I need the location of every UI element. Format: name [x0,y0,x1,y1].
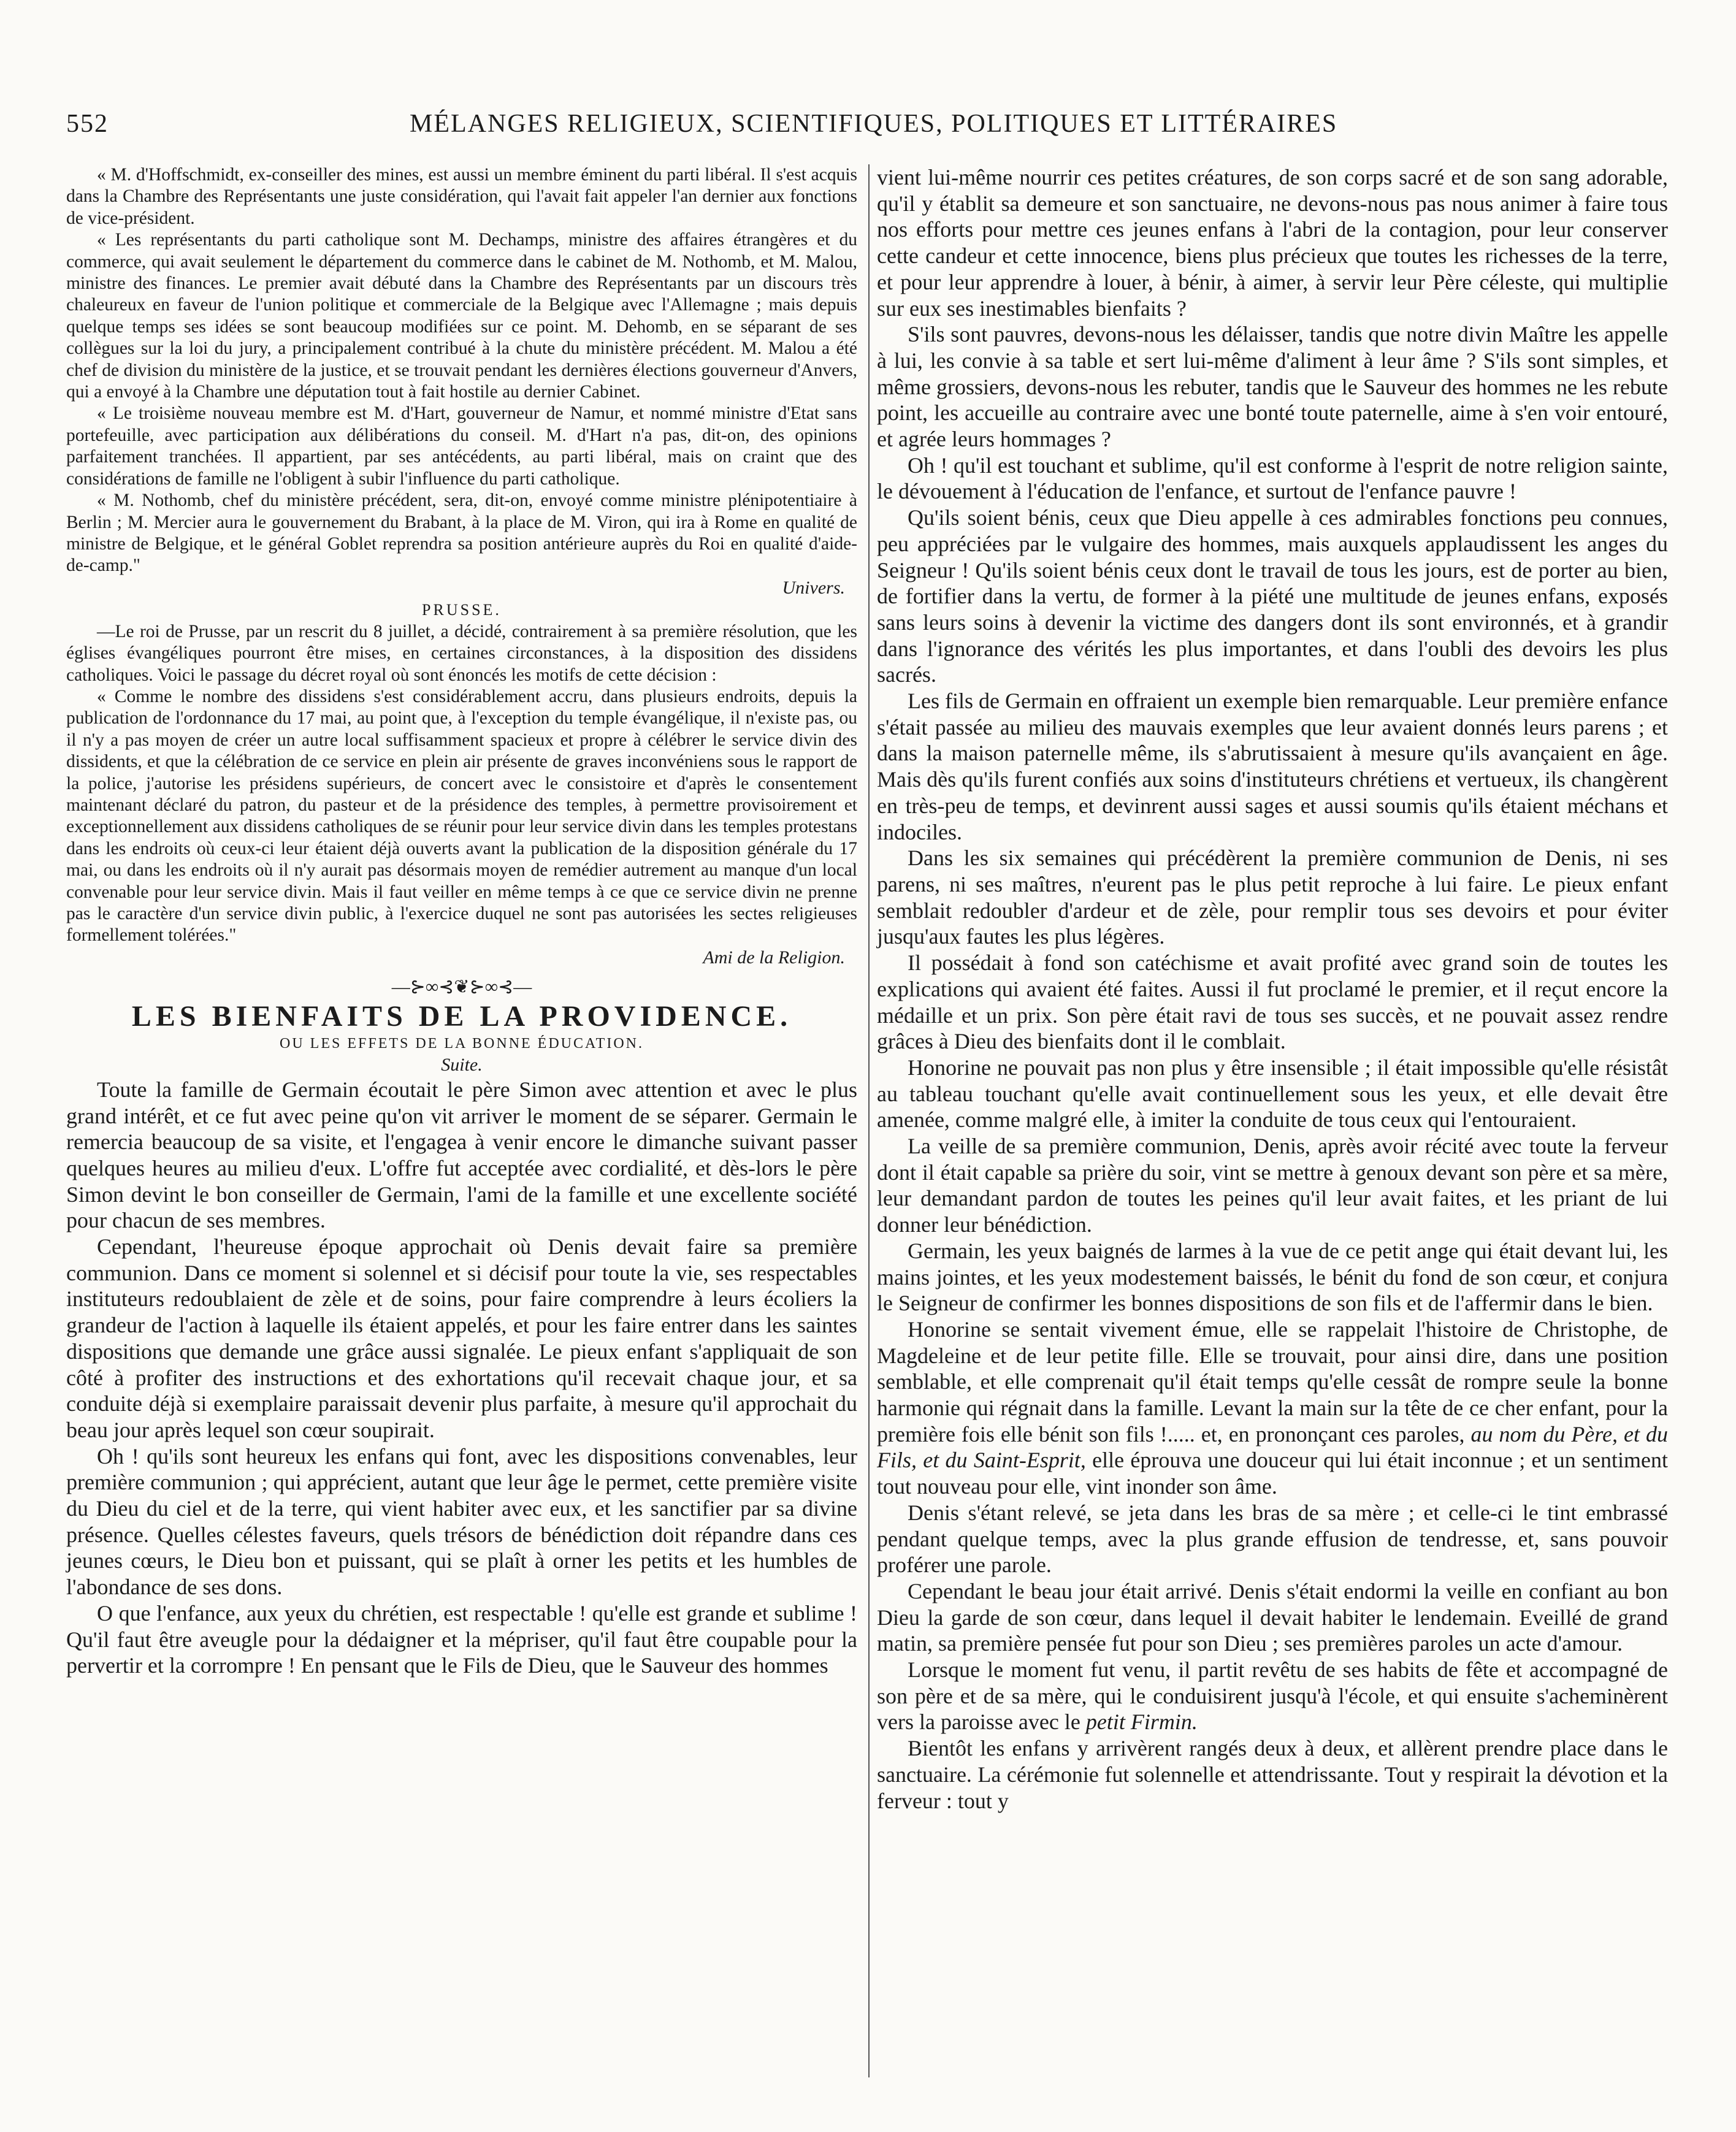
text-run: Lorsque le moment fut venu, il partit revêtu de ses habits de fête et accompagné de son père et de sa mère, qui le conduisirent jusqu'à l'école, et qui ensuite s'acheminèrent vers la paroisse avec le [877,1657,1668,1735]
paragraph: O que l'enfance, aux yeux du chrétien, est respectable ! qu'elle est grande et sublime ! Qu'il faut être aveugle pour la dédaigner et la mépriser, qu'il faut être coupable pour la pervertir et la corrompre ! En pensant que le Fils de Dieu, que le Sauveur des hommes [66,1600,857,1678]
story-suite: Suite. [441,1054,483,1075]
story-text [66,1077,857,1679]
belgium-news [66,164,857,599]
page-header [66,109,1636,152]
column-rule [868,164,870,2077]
honorine-paragraph [877,1316,1668,1500]
prusse-news [66,621,857,969]
paragraph: Dans les six semaines qui précédèrent la première communion de Denis, ni ses parens, ni ses maîtres, n'eurent pas le plus petit reproche à lui faire. Le pieux enfant semblait redoubler d'ardeur et de zèle, pour remplir tous ses devoirs et pour éviter jusqu'aux fautes les plus légères. [877,846,1668,949]
paragraph: Qu'ils soient bénis, ceux que Dieu appelle à ces admirables fonctions peu connues, peu appréciées par le vulgaire des hommes, mais auxquels applaudissent les anges du Seigneur ! Qu'ils soient bénis ceux dont le travail de tous les jours, est de porter au bien, de fortifier dans la vertu, de former à la piété une multitude de jeunes enfans, exposés sans leurs soins à devenir la victime des dangers dont ils sont environnés, et à grandir dans l'ignorance des vérités les plus importantes, et dans l'oubli des devoirs les plus sacrés. [877,505,1668,687]
text-run: Honorine se sentait vivement émue, elle se rappelait l'histoire de Christophe, de Magdeleine et de leur petite fille. Elle se trouvait, pour ainsi dire, dans une position semblable, et elle comprenait qu'il était temps qu'elle cessât de rompre seule la bonne harmonie qui régnait dans la famille. Levant la main sur la tête de ce cher enfant, pour la première fois elle bénit son fils !..... et, en prononçant ces paroles, [877,1316,1668,1446]
right-column [877,164,1668,1814]
paragraph: « M. d'Hoffschmidt, ex-conseiller des mines, est aussi un membre éminent du parti libéral. Il s'est acquis dans la Chambre des Représentants une juste considération, qui l'avait fait appeler l'an dernier aux fonctions de vice-président. [66,165,857,228]
ornament-divider: —⊱∞⊰❦⊱∞⊰— [391,976,532,997]
paragraph: Cependant, l'heureuse époque approchait où Denis devait faire sa première communion. Dans ce moment si solennel et si décisif pour toute la vie, ses respectables instituteurs redoublaient de zèle et de soins, pour faire comprendre à leurs écoliers la grandeur de l'action à laquelle ils étaient appelés, et pour les faire entrer dans les saintes dispositions que demande une grâce aussi signalée. Le pieux enfant s'appliquait de son côté à profiter des instructions et des exhortations qu'il recevait chaque jour, et sa conduite déjà si exemplaire paraissait devenir plus parfaite, à mesure qu'il approchait du beau jour après lequel son cœur soupirait. [66,1234,857,1442]
paragraph: « Le troisième nouveau membre est M. d'Hart, gouverneur de Namur, et nommé ministre d'Etat sans portefeuille, avec participation aux délibérations du conseil. M. d'Hart n'a pas, dit-on, des opinions parfaitement tranchées. Il appartient, par ses antécédents, au parti libéral, mais on craint que des considérations de famille ne l'obligent à subir l'influence du parti catholique. [66,403,857,489]
paragraph: Toute la famille de Germain écoutait le père Simon avec attention et avec le plus grand intérêt, et ce fut avec peine qu'on vit arriver le moment de se séparer. Germain le remercia beaucoup de sa visite, et l'engagea à venir encore le dimanche suivant passer quelques heures au milieu d'eux. L'offre fut acceptée avec cordialité, et dès-lors le père Simon devint le bon conseiller de Germain, l'ami de la famille et une excellente société pour chacun de ses membres. [66,1077,857,1233]
paragraph: La veille de sa première communion, Denis, après avoir récité avec toute la ferveur dont il était capable sa prière du soir, vint se mettre à genoux devant son père et sa mère, leur demandant pardon de toutes les peines qu'il leur avait faites, et les priant de lui donner leur bénédiction. [877,1134,1668,1237]
paragraph: Denis s'étant relevé, se jeta dans les bras de sa mère ; et celle-ci le tint embrassé pendant quelque temps, avec la plus grande effusion de tendresse, et, sans pouvoir proférer une parole. [877,1500,1668,1578]
paragraph: —Le roi de Prusse, par un rescrit du 8 juillet, a décidé, contrairement à sa première résolution, que les églises évangéliques pourront être mises, en certaines circonstances, à la disposition des dissidens catholiques. Voici le passage du décret royal où sont énoncés les motifs de cette décision : [66,621,857,685]
text-run: elle éprouva une douceur qui lui était inconnue ; et un sentiment tout nouveau pour elle, vint inonder son âme. [877,1448,1669,1499]
paragraph: Les fils de Germain en offraient un exemple bien remarquable. Leur première enfance s'était passée au milieu des mauvais exemples que leur avaient donnés leurs parens ; et dans la maison paternelle même, ils s'abrutissaient à mesure qu'ils avançaient en âge. Mais dès qu'ils furent confiés aux soins d'instituteurs chrétiens et vertueux, ils changèrent en très-peu de temps, et devinrent aussi sages et aussi soumis qu'ils étaient méchans et indociles. [877,689,1668,844]
italic-phrase: au nom du Père, et du Fils, et du Saint-Esprit, [877,1421,1668,1473]
ami-signature: Ami de la Religion. [703,947,845,968]
paragraph: « Comme le nombre des dissidens s'est considérablement accru, dans plusieurs endroits, depuis la publication de l'ordonnance du 17 mai, au point que, à l'exception du temple évangélique, il n'existe pas, ou il n'y a pas moyen de créer un autre local suffisamment spacieux et propre à célébrer le service divin des dissidents, et que la célébration de ce service en plein air présente de graves inconvéniens sous le rapport de la police, j'autorise les présidens supérieurs, de concert avec le consistoire et d'après le consentement maintenant déclaré du patron, du pasteur et de la présidence des temples, à permettre provisoirement et exceptionnellement aux dissidens catholiques de se réunir pour leur service divin dans les temples protestans dans les endroits où ceux-ci leur étaient déjà ouverts avant la publication de la disposition générale du 17 mai, ou dans les endroits où il n'y aurait pas désormais moyen de remédier autrement au manque d'un local convenable pour leur service divin. Mais il faut veiller en même temps à ce que ce service divin ne prenne pas le caractère d'un service divin public, à l'exercice duquel ne sont pas autorisées les sectes religieuses formellement tolérées." [66,686,857,946]
left-column [66,164,857,1679]
paragraph: « Les représentants du parti catholique sont M. Dechamps, ministre des affaires étrangères et du commerce, qui avait seulement le département du commerce dans le cabinet de M. Nothomb, et M. Malou, ministre des finances. Le premier avait débuté dans la Chambre des Représentants par un discours très chaleureux en faveur de l'union politique et commerciale de la Belgique avec l'Allemagne ; mais depuis quelque temps ses idées se sont beaucoup modifiées sur ce point. M. Dehomb, en se séparant de ses collègues sur la loi du jury, a principalement contribué à la chute du ministère précédent. M. Malou a été chef de division du ministère de la justice, et se trouvait pendant les dernières élections gouverneur d'Anvers, qui a envoyé à la Chambre une députation tout à fait hostile au dernier Cabinet. [66,230,857,402]
paragraph: Germain, les yeux baignés de larmes à la vue de ce petit ange qui était devant lui, les mains jointes, et les yeux modestement baissés, le bénit du fond de son cœur, et conjura le Seigneur de confirmer les bonnes dispositions de son fils et de l'affermir dans le bien. [877,1238,1668,1316]
paragraph: Il possédait à fond son catéchisme et avait profité avec grand soin de toutes les explications qui avaient été faites. Aussi il fut proclamé le premier, et il reçut encore la médaille et un prix. Son père était ravi de tous ses succès, et ne pouvait assez rendre grâces à Dieu des bienfaits dont il le comblait. [877,950,1668,1054]
paragraph: « M. Nothomb, chef du ministère précédent, sera, dit-on, envoyé comme ministre plénipotentiaire à Berlin ; M. Mercier aura le gouvernement du Brabant, à la place de M. Viron, qui ira à Rome en qualité de ministre de Belgique, et le général Goblet reprendra sa position antérieure auprès du Roi en qualité d'aide-de-camp." [66,491,857,576]
paragraph: Cependant le beau jour était arrivé. Denis s'était endormi la veille en confiant au bon Dieu la garde de son cœur, dans lequel il devait habiter le lendemain. Eveillé de grand matin, sa première pensée fut pour son Dieu ; ses premières paroles un acte d'amour. [877,1578,1668,1656]
story-subtitle: OU LES EFFETS DE LA BONNE ÉDUCATION. [280,1035,644,1052]
paragraph: Oh ! qu'il est touchant et sublime, qu'il est conforme à l'esprit de notre religion sainte, le dévouement à l'éducation de l'enfance, et surtout de l'enfance pauvre ! [877,453,1668,504]
paragraph: S'ils sont pauvres, devons-nous les délaisser, tandis que notre divin Maître les appelle à lui, les convie à sa table et sert lui-même d'aliment à leur âme ? S'ils sont simples, et même grossiers, devons-nous les rebuter, tandis que le Sauveur des hommes ne les rebute point, les accueille au contraire avec une bonté toute paternelle, aime à s'en voir entouré, et agrée leurs hommages ? [877,322,1668,452]
paragraph: Oh ! qu'ils sont heureux les enfans qui font, avec les dispositions convenables, leur première communion ; qui apprécient, autant que leur âge le permet, cette première visite du Dieu du ciel et de la terre, qui vient habiter avec eux, et les sanctifier par sa divine présence. Quelles célestes faveurs, quels trésors de bénédiction doit répandre dans ces jeunes cœurs, le Dieu bon et puissant, qui se plaît à orner les petits et les humbles de l'abondance de ses dons. [66,1443,857,1600]
page-number: 552 [66,110,109,138]
running-head: MÉLANGES RELIGIEUX, SCIENTIFIQUES, POLITIQUES ET LITTÉRAIRES [410,110,1338,138]
paragraph: Bientôt les enfans y arrivèrent rangés deux à deux, et allèrent prendre place dans le sanctuaire. La cérémonie fut solennelle et attendrissante. Tout y respirait la dévotion et la ferveur : tout y [877,1736,1668,1813]
paragraph: vient lui-même nourrir ces petites créatures, de son corps sacré et de son sang adorable, qu'il y établit sa demeure et son sanctuaire, ne devons-nous pas nous animer à faire tous nos efforts pour mettre ces jeunes enfans à l'abri de la contagion, pour leur conserver cette candeur et cette innocence, biens plus précieux que toutes les richesses de la terre, et pour leur apprendre à louer, à bénir, à aimer, à servir leur Père céleste, qui multiplie sur eux ses inestimables bienfaits ? [877,165,1668,321]
prusse-heading: PRUSSE. [422,600,502,619]
story-title: LES BIENFAITS DE LA PROVIDENCE. [131,999,792,1033]
italic-phrase: petit Firmin. [1085,1710,1198,1735]
lorsque-paragraph [877,1657,1668,1735]
paragraph: Honorine ne pouvait pas non plus y être insensible ; il était impossible qu'elle résistât au tableau touchant qu'elle avait continuellement sous les yeux, et elle devait être amenée, comme malgré elle, à imiter la conduite de tous ceux qui l'entouraient. [877,1055,1668,1133]
univers-signature: Univers. [782,577,845,598]
